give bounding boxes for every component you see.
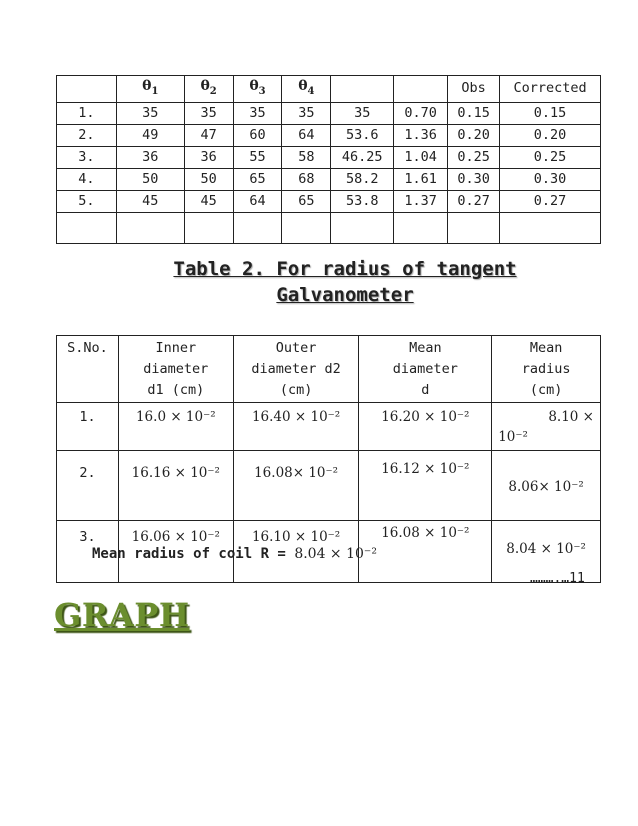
- outer-diameter-cell: 16.08× 10⁻²: [233, 451, 359, 521]
- observation-table: [56, 75, 601, 244]
- table1-cell: 35: [233, 102, 282, 124]
- table1-cell: 58.2: [331, 168, 394, 190]
- mean-diameter-cell: 16.12 × 10⁻²: [359, 451, 492, 521]
- caption-line1: Table 2. For radius of tangent: [173, 258, 517, 280]
- mean-radius-cell: 8.06× 10⁻²: [492, 451, 601, 521]
- table1-cell: 0.27: [500, 190, 601, 212]
- table1-cell: 65: [282, 190, 331, 212]
- table-row: [57, 190, 601, 212]
- table1-cell: 1.61: [394, 168, 448, 190]
- table1-cell: 35: [282, 102, 331, 124]
- table1-cell: 0.25: [500, 146, 601, 168]
- mean-radius-cell: 8.04 × 10⁻²: [492, 521, 601, 583]
- table1-blank-row: [57, 212, 601, 243]
- table1-cell: 65: [233, 168, 282, 190]
- table-row: [57, 168, 601, 190]
- table1-cell: 0.27: [448, 190, 500, 212]
- table1-cell: 60: [233, 124, 282, 146]
- table1-header-cell: [331, 76, 394, 103]
- table1-cell: 36: [184, 146, 233, 168]
- table1-cell: 2.: [57, 124, 117, 146]
- mean-radius-cell: 8.10 × 10⁻²: [492, 403, 601, 451]
- table1-cell: 64: [233, 190, 282, 212]
- outer-diameter-cell: 16.40 × 10⁻²: [233, 403, 359, 451]
- table1-cell: 0.25: [448, 146, 500, 168]
- table2-caption: [110, 256, 580, 308]
- table1-cell: 36: [116, 146, 184, 168]
- table-row: [57, 451, 601, 521]
- mean-diameter-cell: 16.08 × 10⁻²: [359, 521, 492, 583]
- header-sno: S.No.: [57, 336, 119, 403]
- table1-cell: 0.15: [448, 102, 500, 124]
- table1-cell: 47: [184, 124, 233, 146]
- table-row: [57, 102, 601, 124]
- table1-cell: 58: [282, 146, 331, 168]
- sno-cell: 2.: [57, 451, 119, 521]
- table1-header-theta2: $\theta_2$: [184, 76, 233, 103]
- table1-cell: 0.70: [394, 102, 448, 124]
- table1-cell: 55: [233, 146, 282, 168]
- table-row: [57, 146, 601, 168]
- table1-cell: 1.: [57, 102, 117, 124]
- graph-heading: GRAPH: [54, 596, 190, 634]
- mean-radius-value: 8.04 × 10⁻²: [294, 546, 377, 562]
- table1-header-theta1: $\theta_1$: [116, 76, 184, 103]
- table1-header-obs: Obs: [448, 76, 500, 103]
- table1-cell: 35: [184, 102, 233, 124]
- table1-cell: 45: [184, 190, 233, 212]
- table1-header-theta4: $\theta_4$: [282, 76, 331, 103]
- table1-cell: 0.15: [500, 102, 601, 124]
- table1-cell: 5.: [57, 190, 117, 212]
- caption-line2: Galvanometer: [276, 284, 414, 306]
- mean-diameter-cell: 16.20 × 10⁻²: [359, 403, 492, 451]
- table1-header-row: [57, 76, 601, 103]
- table1-cell: 68: [282, 168, 331, 190]
- mean-radius-label: Mean radius of coil R =: [92, 546, 286, 562]
- header-inner-diameter: Inner diameter d1 (cm): [118, 336, 233, 403]
- inner-diameter-cell: 16.0 × 10⁻²: [118, 403, 233, 451]
- table1-cell: 49: [116, 124, 184, 146]
- table1-cell: 50: [116, 168, 184, 190]
- table1-cell: 45: [116, 190, 184, 212]
- sno-cell: 1.: [57, 403, 119, 451]
- table-row: [57, 403, 601, 451]
- table1-cell: 35: [331, 102, 394, 124]
- table1-cell: 1.04: [394, 146, 448, 168]
- inner-diameter-cell: 16.06 × 10⁻²: [118, 521, 233, 583]
- header-mean-radius: Mean radius (cm): [492, 336, 601, 403]
- table2-header-row: [57, 336, 601, 403]
- table1-cell: 35: [116, 102, 184, 124]
- table1-cell: 46.25: [331, 146, 394, 168]
- table1-cell: 0.20: [448, 124, 500, 146]
- table1-cell: 53.6: [331, 124, 394, 146]
- table1-cell: 0.20: [500, 124, 601, 146]
- sno-cell: 3.: [57, 521, 119, 583]
- table-row: [57, 124, 601, 146]
- table1-cell: 4.: [57, 168, 117, 190]
- mean-radius-line: [92, 546, 377, 562]
- table1-header-corrected: Corrected: [500, 76, 601, 103]
- table1-cell: 53.8: [331, 190, 394, 212]
- outer-diameter-cell: 16.10 × 10⁻²: [233, 521, 359, 583]
- header-mean-diameter: Mean diameter d: [359, 336, 492, 403]
- table1-cell: 0.30: [448, 168, 500, 190]
- table1-cell: 0.30: [500, 168, 601, 190]
- table1-cell: 1.37: [394, 190, 448, 212]
- table1-cell: 50: [184, 168, 233, 190]
- inner-diameter-cell: 16.16 × 10⁻²: [118, 451, 233, 521]
- table1-cell: 64: [282, 124, 331, 146]
- header-outer-diameter: Outer diameter d2 (cm): [233, 336, 359, 403]
- table1-cell: 1.36: [394, 124, 448, 146]
- table1-header-theta3: $\theta_3$: [233, 76, 282, 103]
- table1-cell: 3.: [57, 146, 117, 168]
- table1-header-cell: [394, 76, 448, 103]
- page-number: ……….…11: [530, 571, 585, 586]
- table1-header-cell: [57, 76, 117, 103]
